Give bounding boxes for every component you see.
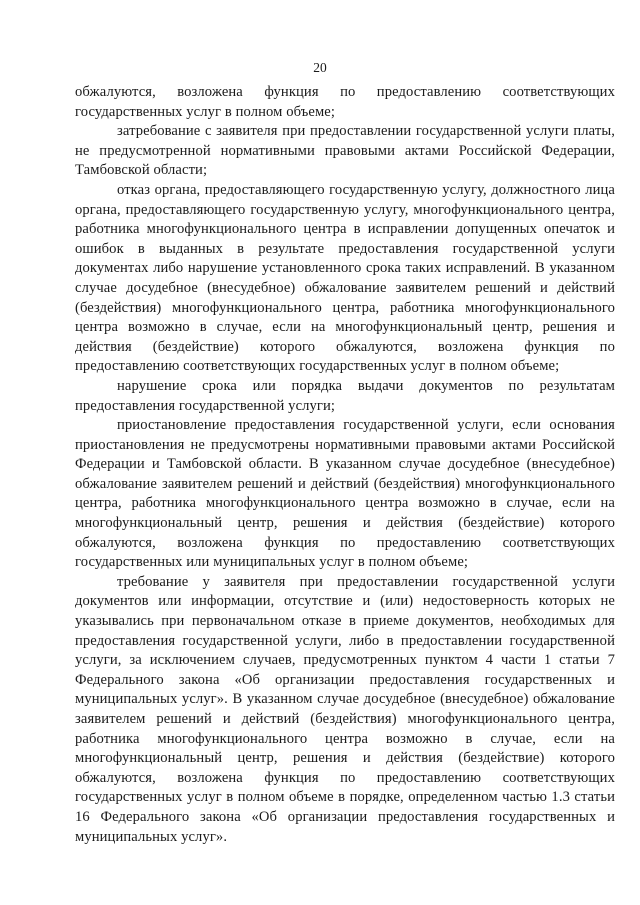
paragraph-document-demand: требование у заявителя при предоставлении государственной услуги документов или информации, отсутствие и (или) недостоверность которых не указывались при первоначальном отказе в приеме документов, необходимых для предоставления государственной услуги, либо в предоставлении государственной услуги, за исключением случаев, предусмотренных пунктом 4 части 1 статьи 7 Федерального закона «Об организации предоставления государственных и муниципальных услуг». В указанном случае досудебное (внесудебное) обжалование заявителем решений и действий (бездействия) многофункционального центра, работника многофункционального центра возможно в случае, если на многофункциональный центр, решения и действия (бездействие) которого обжалуются, возложена функция по предоставлению соответствующих государственных услуг в полном объеме в порядке, определенном частью 1.3 статьи 16 Федерального закона «Об организации предоставления государственных и муниципальных услуг». [75, 573, 615, 845]
document-body [75, 83, 615, 847]
paragraph-correction-refusal: отказ органа, предоставляющего государственную услугу, должностного лица органа, предоставляющего государственную услугу, многофункционального центра, работника многофункционального центра в исправлении допущенных опечаток и ошибок в выданных в результате предоставления государственной услуги документах либо нарушение установленного срока таких исправлений. В указанном случае досудебное (внесудебное) обжалование заявителем решений и действий (бездействия) многофункционального центра, работника многофункционального центра возможно в случае, если на многофункциональный центр, решения и действия (бездействие) которого обжалуются, возложена функция по предоставлению соответствующих государственных услуг в полном объеме; [75, 181, 615, 375]
paragraph-issuance-violation: нарушение срока или порядка выдачи документов по результатам предоставления государственной услуги; [75, 377, 615, 414]
page-number: 20 [313, 60, 327, 75]
paragraph-suspension: приостановление предоставления государственной услуги, если основания приостановления не предусмотрены нормативными правовыми актами Российской Федерации и Тамбовской области. В указанном случае досудебное (внесудебное) обжалование заявителем решений и действий (бездействия) многофункционального центра, работника многофункционального центра возможно в случае, если на многофункциональный центр, решения и действия (бездействие) которого обжалуются, возложена функция по предоставлению соответствующих государственных или муниципальных услуг в полном объеме; [75, 417, 615, 571]
paragraph-continuation: обжалуются, возложена функция по предоставлению соответствующих государственных услуг в полном объеме; [75, 84, 615, 120]
paragraph-fee-demand: затребование с заявителя при предоставлении государственной услуги платы, не предусмотренной нормативными правовыми актами Российской Федерации, Тамбовской области; [75, 123, 615, 179]
